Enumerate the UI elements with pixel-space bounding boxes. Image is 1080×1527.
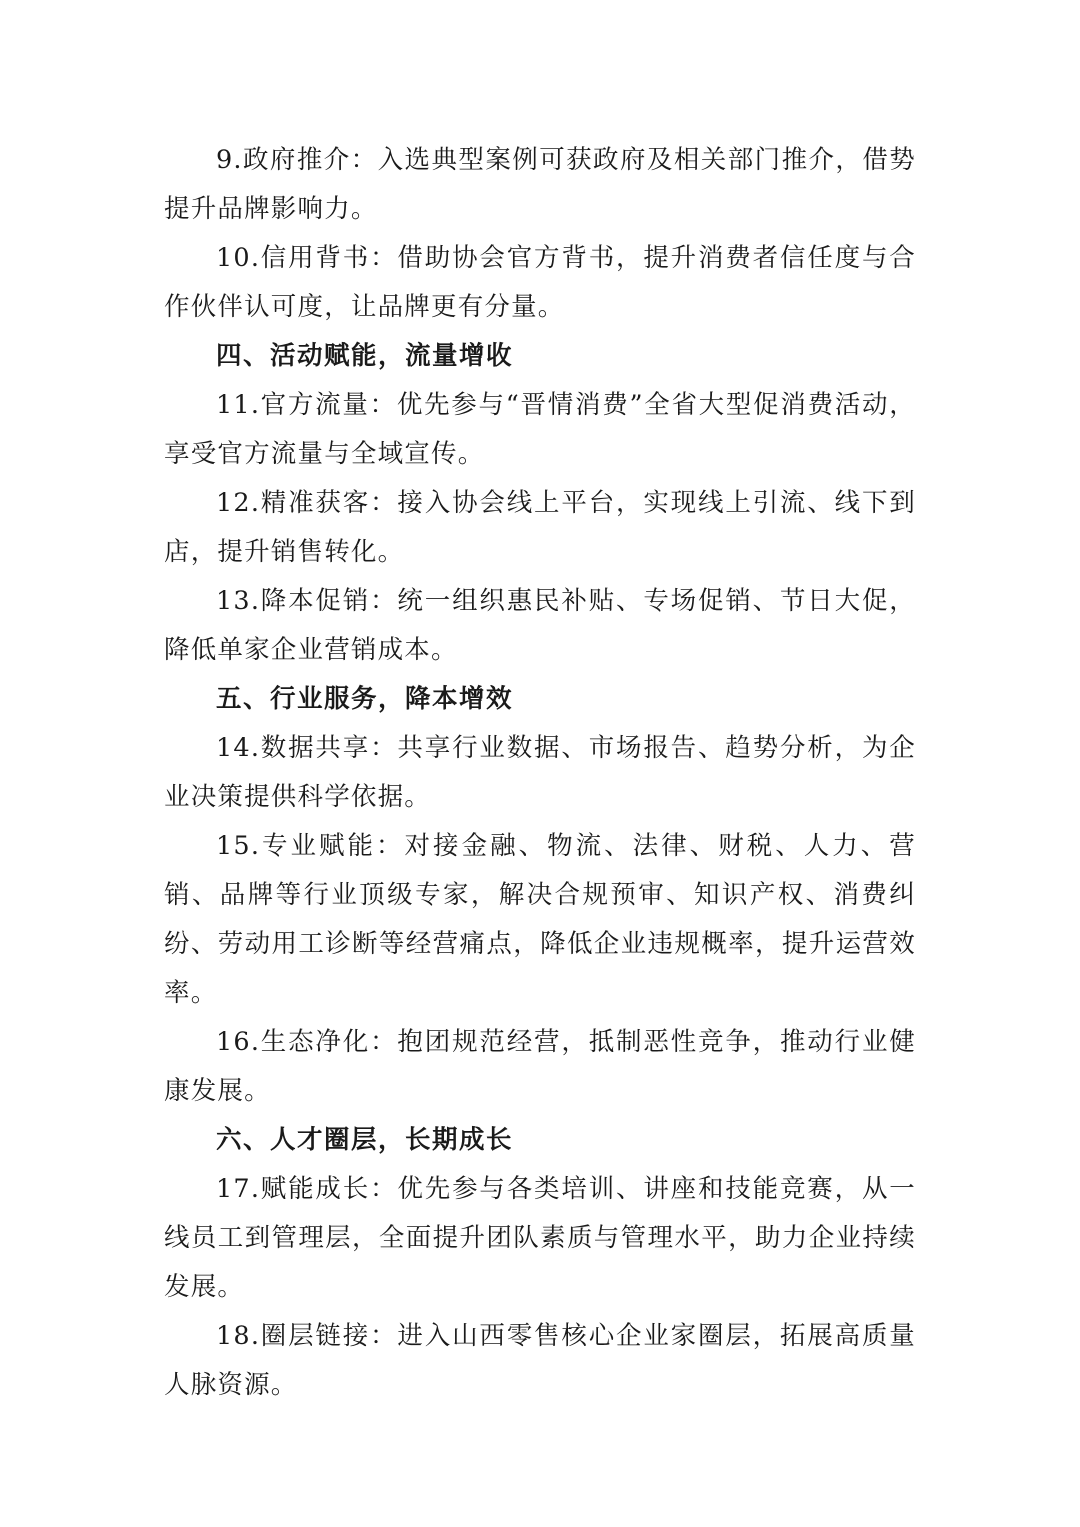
item-14-data-sharing: 14.数据共享：共享行业数据、市场报告、趋势分析，为企业决策提供科学依据。 <box>164 733 916 812</box>
section-heading-4: 四、活动赋能，流量增收 <box>216 341 514 371</box>
item-9-government-promotion: 9.政府推介：入选典型案例可获政府及相关部门推介，借势提升品牌影响力。 <box>164 145 916 224</box>
item-16-ecosystem-purification: 16.生态净化：抱团规范经营，抵制恶性竞争，推动行业健康发展。 <box>164 1027 916 1106</box>
item-10-credit-endorsement: 10.信用背书：借助协会官方背书，提升消费者信任度与合作伙伴认可度，让品牌更有分量。 <box>164 243 916 322</box>
section-heading-6: 六、人才圈层，长期成长 <box>216 1125 514 1155</box>
item-11-official-traffic: 11.官方流量：优先参与“晋情消费”全省大型促消费活动，享受官方流量与全域宣传。 <box>164 390 916 469</box>
item-12-precise-acquisition: 12.精准获客：接入协会线上平台，实现线上引流、线下到店，提升销售转化。 <box>164 488 916 567</box>
item-18-circle-connection: 18.圈层链接：进入山西零售核心企业家圈层，拓展高质量人脉资源。 <box>164 1321 916 1400</box>
document-body <box>164 136 916 1410</box>
section-heading-5: 五、行业服务，降本增效 <box>216 684 514 714</box>
item-13-cost-reduction-promotion: 13.降本促销：统一组织惠民补贴、专场促销、节日大促，降低单家企业营销成本。 <box>164 586 916 665</box>
item-15-professional-empowerment: 15.专业赋能：对接金融、物流、法律、财税、人力、营销、品牌等行业顶级专家，解决合规预审、知识产权、消费纠纷、劳动用工诊断等经营痛点，降低企业违规概率，提升运营效率。 <box>164 831 916 1008</box>
item-17-empowered-growth: 17.赋能成长：优先参与各类培训、讲座和技能竞赛，从一线员工到管理层，全面提升团队素质与管理水平，助力企业持续发展。 <box>164 1174 916 1302</box>
